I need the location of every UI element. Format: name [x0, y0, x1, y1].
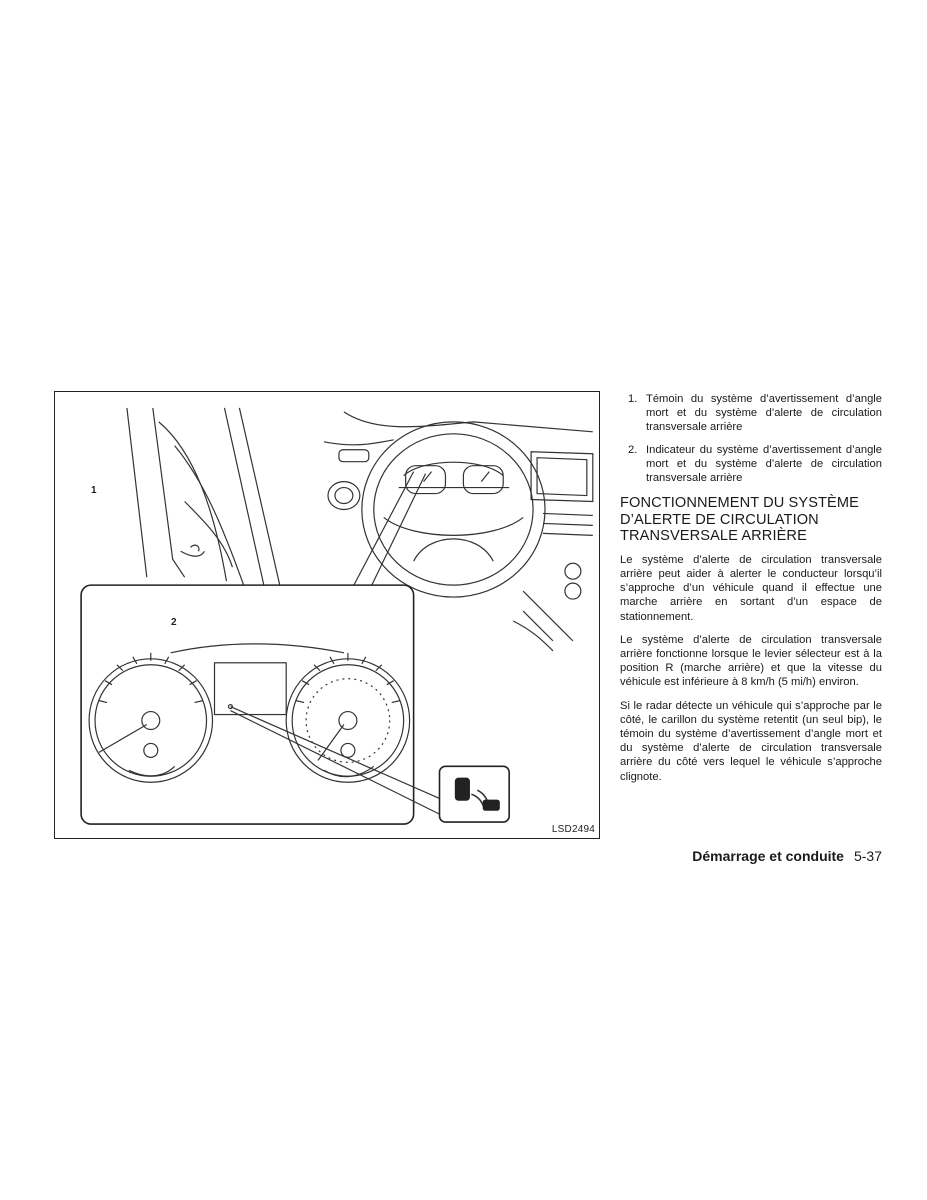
paragraph: Si le radar détecte un véhicule qui s’approche par le côté, le carillon du système retentit (un seul bip), le témoin du système d’avertissement d’angle mort et du système d’alerte de circulation transversale arrière du côté vers lequel le véhicule s’approche clignote.: [620, 699, 882, 783]
callout-2-label: 2: [171, 617, 177, 628]
text-column: [620, 392, 882, 793]
list-item: [620, 443, 882, 486]
steering-wheel-drawing: [362, 422, 545, 597]
paragraph: Le système d’alerte de circulation transversale arrière peut aider à alerter le conducteur lorsqu’il s’approche d’un véhicule quand il effectue une marche arrière en sortant d’un espace de stationnement.: [620, 553, 882, 623]
a-pillar-drawing: [127, 408, 280, 587]
warning-icon-box: [439, 766, 509, 822]
page-number: 5-37: [853, 848, 882, 864]
instrument-cluster-inset: [81, 585, 443, 824]
illustration-figure: [54, 391, 600, 839]
pointer-line: [372, 474, 426, 586]
callout-1-label: 1: [91, 485, 97, 496]
legend-list: [620, 392, 882, 485]
list-item-text: Indicateur du système d’avertissement d’angle mort et du système d’alerte de circulation transversale arrière: [646, 443, 882, 485]
list-item-number: 2.: [628, 443, 638, 456]
section-title: FONCTIONNEMENT DU SYSTÈME D’ALERTE DE CIRCULATION TRANSVERSALE ARRIÈRE: [620, 495, 859, 545]
page-footer: [600, 848, 882, 864]
list-item-text: Témoin du système d’avertissement d’angle mort et du système d’alerte de circulation transversale arrière: [646, 393, 882, 434]
figure-code: LSD2494: [551, 824, 595, 835]
paragraph: Le système d’alerte de circulation transversale arrière fonctionne lorsque le levier sélecteur est à la position R (marche arrière) et que la vitesse du véhicule est inférieure à 8 km/h (5 mi/h) environ.: [620, 633, 882, 689]
footer-section-name: Démarrage et conduite: [692, 848, 844, 864]
list-item: [620, 392, 882, 435]
list-item-number: 1.: [628, 393, 638, 405]
dashboard-illustration: [55, 392, 599, 838]
